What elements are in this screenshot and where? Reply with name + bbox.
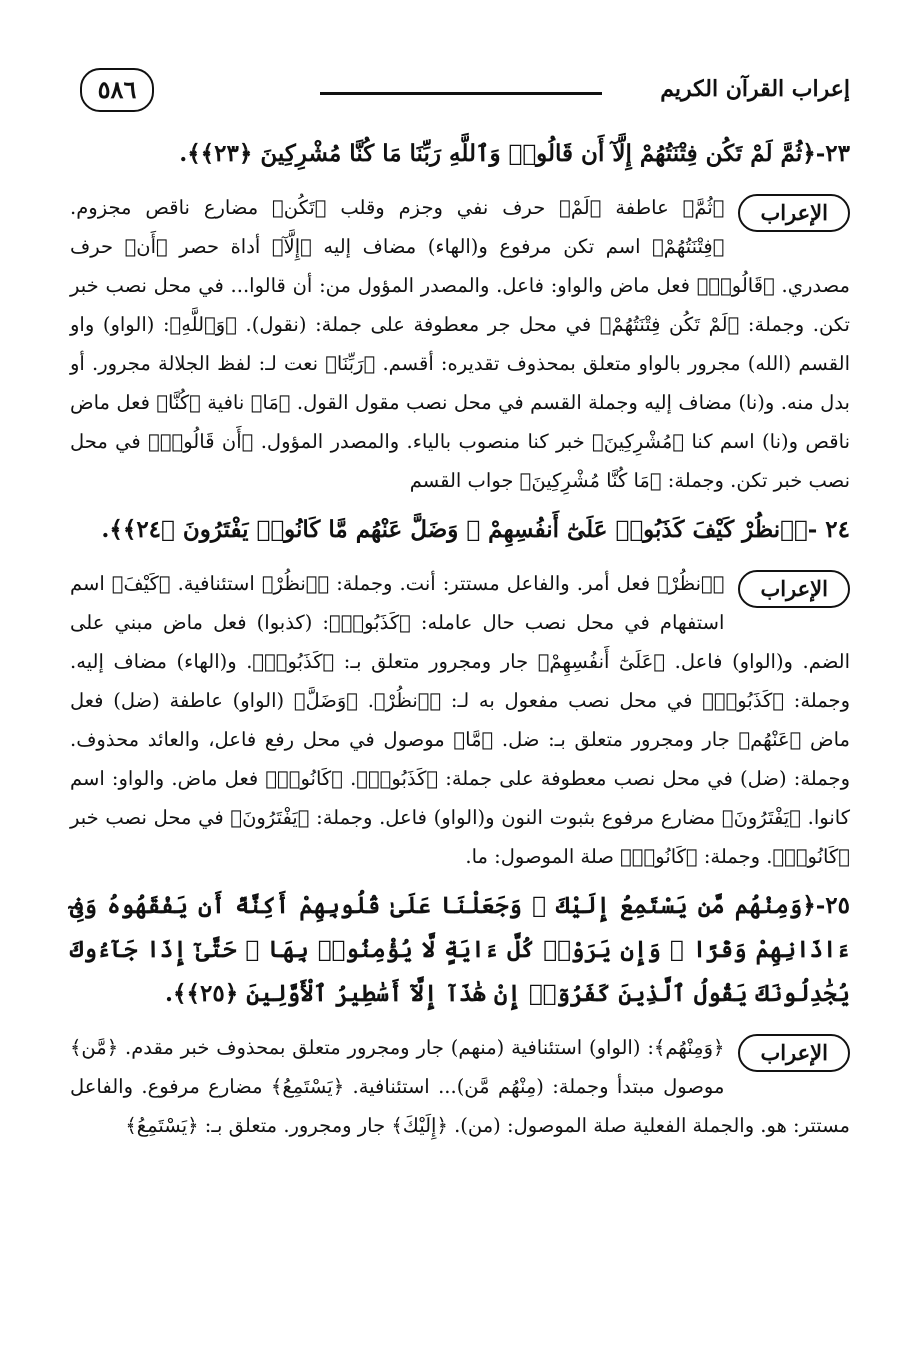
page-header — [70, 58, 850, 118]
i3rab-section-24 — [70, 564, 850, 876]
verse-25: ٢٥-﴿وَمِنْهُم مَّن يَسْتَمِعُ إِلَيْكَ ۖ وَجَعَلْنَا عَلَىٰ قُلُوبِهِمْ أَكِنَّةً أَن يَفْقَهُوهُ وَفِىٓ ءَاذَانِهِمْ وَقْرًا ۚ وَإِن يَرَوْا۟ كُلَّ ءَايَةٍ لَّا يُؤْمِنُوا۟ بِهَا ۚ حَتَّىٰٓ إِذَا جَآءُوكَ يُجَٰدِلُونَكَ يَقُولُ ٱلَّذِينَ كَفَرُوٓا۟ إِنْ هَٰذَآ إِلَّآ أَسَٰطِيرُ ٱلْأَوَّلِينَ ﴿٢٥﴾﴾. — [70, 892, 850, 1007]
page-content — [70, 128, 850, 1153]
i3rab-text: ﴿وَمِنْهُم﴾: (الواو) استئنافية (منهم) جار ومجرور متعلق بمحذوف خبر مقدم. ﴿مَّن﴾ موصول مبتدأ وجملة: (مِنْهُم مَّن)... استئنافية. ﴿يَسْتَمِعُ﴾ مضارع مرفوع. والفاعل مستتر: هو. والجملة الفعلية صلة الموصول: (من). ﴿إِلَيْكَ﴾ جار ومجرور. متعلق بـ: ﴿يَسْتَمِعُ﴾ — [70, 1036, 850, 1137]
i3rab-label: الإعراب — [738, 194, 850, 232]
verse-24: ٢٤ -﴿ٱنظُرْ كَيْفَ كَذَبُوا۟ عَلَىٰٓ أَنفُسِهِمْ ۚ وَضَلَّ عَنْهُم مَّا كَانُوا۟ يَفْتَرُونَ ﴿٢٤﴾﴾. — [101, 516, 850, 543]
i3rab-text: ﴿ثُمَّ﴾ عاطفة ﴿لَمْ﴾ حرف نفي وجزم وقلب ﴿تَكُن﴾ مضارع ناقص مجزوم. ﴿فِتْنَتُهُمْ﴾ اسم تكن مرفوع و(الهاء) مضاف إليه ﴿إِلَّآ﴾ أداة حصر ﴿أَن﴾ حرف مصدري. ﴿قَالُوا۟﴾ فعل ماض والواو: فاعل. والمصدر المؤول من: أن قالوا... في محل نصب خبر تكن. وجملة: ﴿لَمْ تَكُن فِتْنَتُهُمْ﴾ في محل جر معطوفة على جملة: (نقول). ﴿وَٱللَّهِ﴾: (الواو) واو القسم (الله) مجرور بالواو متعلق بمحذوف تقديره: أقسم. ﴿رَبِّنَا﴾ نعت لـ: لفظ الجلالة مجرور. أو بدل منه. و(نا) مضاف إليه وجملة القسم في محل نصب مقول القول. ﴿مَا﴾ نافية ﴿كُنَّا﴾ فعل ماض ناقص و(نا) اسم كنا ﴿مُشْرِكِينَ﴾ خبر كنا منصوب بالياء. والمصدر المؤول. ﴿أَن قَالُوا۟﴾ في محل نصب خبر تكن. وجملة: ﴿مَا كُنَّا مُشْرِكِينَ﴾ جواب القسم — [70, 196, 850, 492]
header-rule — [320, 92, 602, 95]
page-number: ٥٨٦ — [80, 68, 154, 112]
i3rab-section-25 — [70, 1028, 850, 1145]
i3rab-text: ﴿ٱنظُرْ﴾ فعل أمر. والفاعل مستتر: أنت. وجملة: ﴿ٱنظُرْ﴾ استئنافية. ﴿كَيْفَ﴾ اسم استفهام في محل نصب حال عامله: ﴿كَذَبُوا۟﴾: (كذبوا) فعل ماض مبني على الضم. و(الواو) فاعل. ﴿عَلَىٰٓ أَنفُسِهِمْ﴾ جار ومجرور متعلق بـ: ﴿كَذَبُوا۟﴾. و(الهاء) مضاف إليه. وجملة: ﴿كَذَبُوا۟﴾ في محل نصب مفعول به لـ: ﴿ٱنظُرْ﴾. ﴿وَضَلَّ﴾ (الواو) عاطفة (ضل) فعل ماض ﴿عَنْهُم﴾ جار ومجرور متعلق بـ: ضل. ﴿مَّا﴾ موصول في محل رفع فاعل، والعائد محذوف. وجملة: (ضل) في محل نصب معطوفة على جملة: ﴿كَذَبُوا۟﴾. ﴿كَانُوا۟﴾ فعل ماض. والواو: اسم كانوا. ﴿يَفْتَرُونَ﴾ مضارع مرفوع بثبوت النون و(الواو) فاعل. وجملة: ﴿يَفْتَرُونَ﴾ في محل نصب خبر ﴿كَانُوا۟﴾. وجملة: ﴿كَانُوا۟﴾ صلة الموصول: ما. — [70, 572, 850, 868]
verse-23: ٢٣-﴿ثُمَّ لَمْ تَكُن فِتْنَتُهُمْ إِلَّآ أَن قَالُوا۟ وَٱللَّهِ رَبِّنَا مَا كُنَّا مُشْرِكِينَ ﴿٢٣﴾﴾. — [179, 140, 850, 167]
book-title: إعراب القرآن الكريم — [660, 76, 850, 102]
i3rab-label: الإعراب — [738, 570, 850, 608]
i3rab-section-23 — [70, 188, 850, 500]
i3rab-label: الإعراب — [738, 1034, 850, 1072]
